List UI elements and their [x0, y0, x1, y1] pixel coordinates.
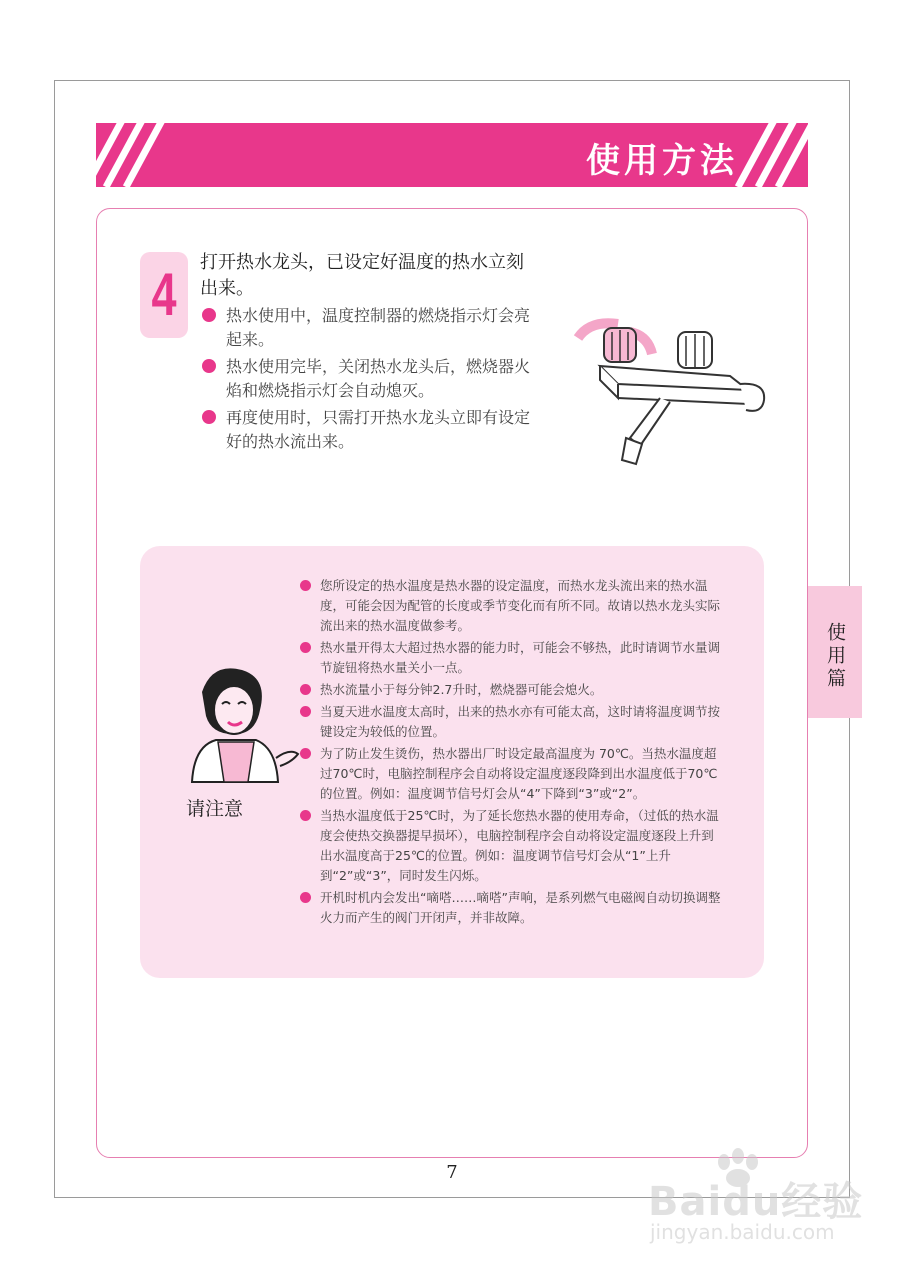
bullet-dot-icon: [202, 359, 216, 373]
stripe-decoration-right: [728, 123, 808, 187]
watermark: [640, 1148, 870, 1258]
section-banner: [96, 123, 808, 187]
bullet-dot-icon: [202, 410, 216, 424]
side-tab-label: 使用篇: [824, 621, 846, 691]
bullet-dot-icon: [300, 892, 311, 903]
step-heading: 打开热水龙头，已设定好温度的热水立刻出来。: [200, 252, 524, 299]
step-badge: [140, 252, 188, 338]
watermark-url: jingyan.baidu.com: [650, 1220, 835, 1244]
faucet-illustration: [570, 318, 770, 478]
side-tab-usage[interactable]: [808, 586, 862, 718]
bullet-dot-icon: [202, 308, 216, 322]
caution-label: 请注意: [186, 798, 244, 820]
bullet-dot-icon: [300, 642, 311, 653]
caution-bullet-list: [300, 576, 724, 930]
list-item: 热水使用完毕，关闭热水龙头后，燃烧器火焰和燃烧指示灯会自动熄灭。: [200, 355, 540, 403]
bullet-dot-icon: [300, 684, 311, 695]
list-item: 您所设定的热水温度是热水器的设定温度，而热水龙头流出来的热水温度，可能会因为配管的长度或季节变化而有所不同。故请以热水龙头实际流出来的热水温度做参考。: [300, 576, 724, 636]
list-item: 热水使用中，温度控制器的燃烧指示灯会亮起来。: [200, 304, 540, 352]
step-number: 4: [151, 261, 177, 328]
list-item: 当夏天进水温度太高时，出来的热水亦有可能太高，这时请将温度调节按键设定为较低的位置。: [300, 702, 724, 742]
step-bullet-list: [200, 304, 540, 457]
list-item: 当热水温度低于25℃时，为了延长您热水器的使用寿命，（过低的热水温度会使热交换器提早损坏），电脑控制程序会自动将设定温度逐段上升到出水温度高于25℃的位置。例如：温度调节信号灯会从“1”上升到“2”或“3”，同时发生闪烁。: [300, 806, 724, 886]
bullet-dot-icon: [300, 706, 311, 717]
page-title: 使用方法: [586, 141, 738, 181]
list-item: 热水流量小于每分钟2.7升时，燃烧器可能会熄火。: [300, 680, 724, 700]
list-item: 为了防止发生烫伤，热水器出厂时设定最高温度为 70℃。当热水温度超过70℃时，电脑控制程序会自动将设定温度逐段降到出水温度低于70℃的位置。例如：温度调节信号灯会从“4”下降到“3”或“2”。: [300, 744, 724, 804]
stripe-decoration-left: [96, 123, 176, 187]
bullet-dot-icon: [300, 580, 311, 591]
list-item: 开机时机内会发出“嘀嗒……嘀嗒”声响，是系列燃气电磁阀自动切换调整火力而产生的阀门开闭声，并非故障。: [300, 888, 724, 928]
bullet-dot-icon: [300, 810, 311, 821]
watermark-brand: Baidu经验: [648, 1179, 864, 1225]
page-number: 7: [446, 1162, 458, 1183]
list-item: 再度使用时，只需打开热水龙头立即有设定好的热水流出来。: [200, 406, 540, 454]
bullet-dot-icon: [300, 748, 311, 759]
woman-character-illustration: [172, 662, 302, 792]
list-item: 热水量开得太大超过热水器的能力时，可能会不够热，此时请调节水量调节旋钮将热水量关小一点。: [300, 638, 724, 678]
